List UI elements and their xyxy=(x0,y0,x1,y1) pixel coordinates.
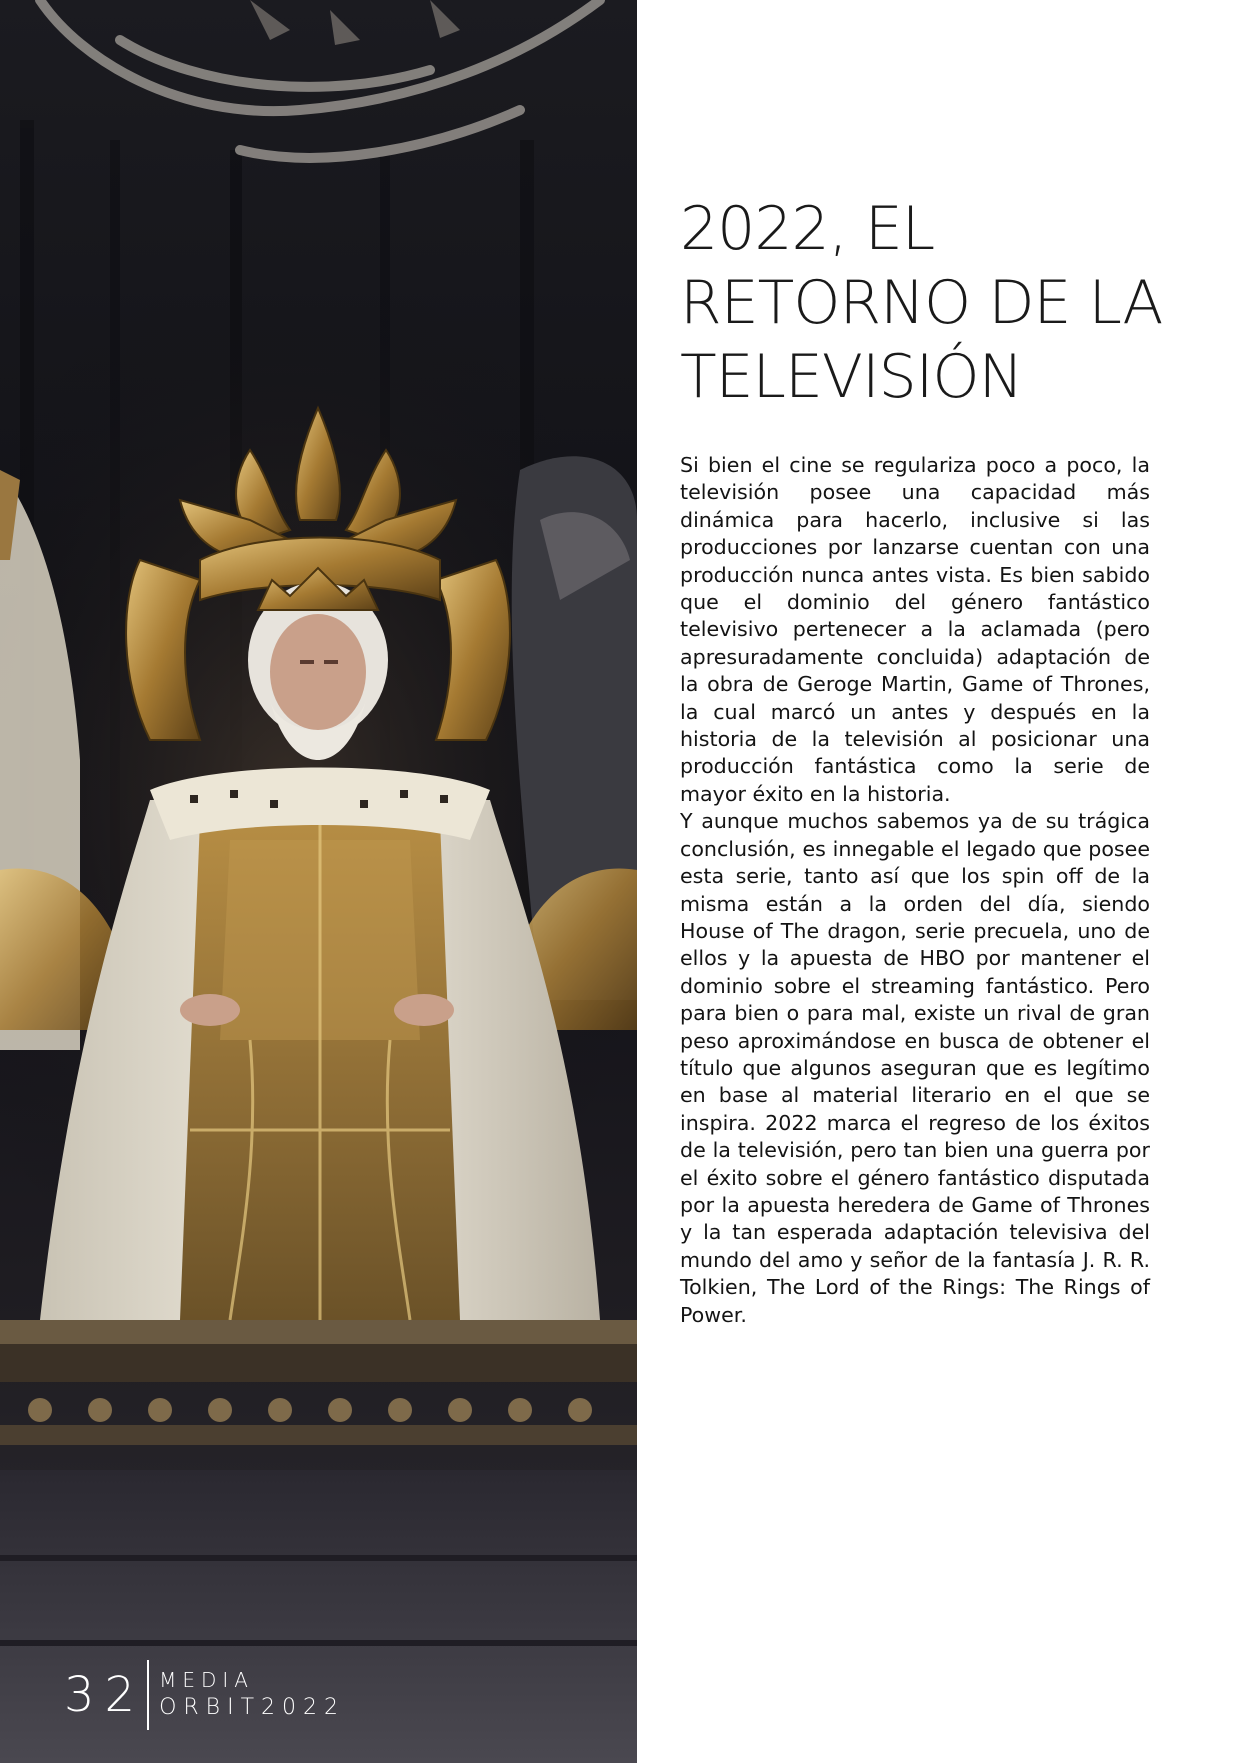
article-column xyxy=(680,192,1163,1329)
magazine-brand xyxy=(159,1667,345,1723)
headline-line-2: RETORNO DE LA xyxy=(680,268,1163,338)
headline-line-3: TELEVISIÓN xyxy=(680,342,1023,412)
page-footer xyxy=(64,1660,345,1730)
article-headline xyxy=(680,192,1163,414)
page-number: 32 xyxy=(64,1667,146,1723)
headline-line-1: 2022, EL xyxy=(680,194,935,264)
footer-divider xyxy=(147,1660,149,1730)
article-paragraph-2: Y aunque muchos sabemos ya de su trágica conclusión, es innegable el legado que posee esta serie, tanto así que los spin off de la misma están a la orden del día, siendo House of The dragon, serie precuela, uno de ellos y la apuesta de HBO por mantener el dominio sobre el streaming fantástico. Pero para bien o para mal, existe un rival de gran peso aproximándose en busca de obtener el título que algunos aseguran que es legítimo en base al material literario en el que se inspira. 2022 marca el regreso de los éxitos de la televisión, pero tan bien una guerra por el éxito sobre el género fantástico disputada por la apuesta heredera de Game of Thrones y la tan esperada adaptación televisiva del mundo del amo y señor de la fantasía J. R. R. Tolkien, The Lord of the Rings: The Rings of Power. xyxy=(680,809,1150,1327)
article-body xyxy=(680,452,1150,1329)
brand-orbit-year: ORBIT2022 xyxy=(159,1695,346,1720)
article-paragraph-1: Si bien el cine se regulariza poco a poco, la televisión posee una capacidad más dinámica para hacerlo, inclusive si las producciones por lanzarse cuentan con una producción nunca antes vista. Es bien sabido que el dominio del género fantástico televisivo pertenecer a la aclamada (pero apresuradamente concluida) adaptación de la obra de Geroge Martin, Game of Thrones, la cual marcó un antes y después en la historia de la televisión al posicionar una producción fantástica como la serie de mayor éxito en la historia. xyxy=(680,453,1150,806)
brand-media: MEDIA xyxy=(159,1668,254,1692)
